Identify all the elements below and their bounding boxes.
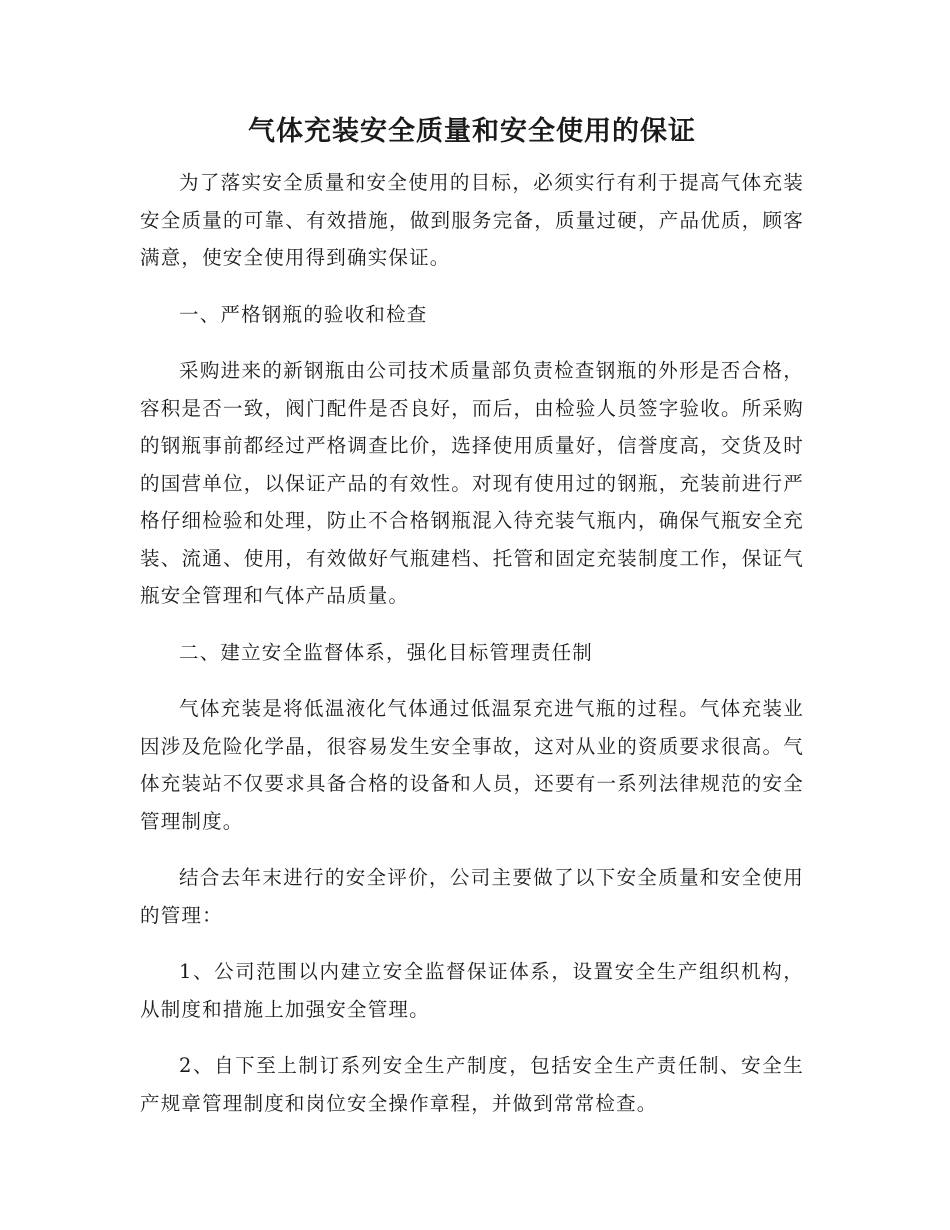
section-heading-1: 一、严格钢瓶的验收和检查 (179, 302, 428, 326)
list-item-1: 1、公司范围以内建立安全监督保证体系，设置安全生产组织机构，从制度和措施上加强安全管理。 (140, 960, 804, 1021)
document-body (140, 164, 804, 1141)
section-heading-2: 二、建立安全监督体系，强化目标管理责任制 (179, 640, 594, 664)
paragraph-cylinder-inspection: 采购进来的新钢瓶由公司技术质量部负责检查钢瓶的外形是否合格，容积是否一致，阀门配件是否良好，而后，由检验人员签字验收。所采购的钢瓶事前都经过严格调查比价，选择使用质量好，信誉度高，交货及时的国营单位，以保证产品的有效性。对现有使用过的钢瓶，充装前进行严格仔细检验和处理，防止不合格钢瓶混入待充装气瓶内，确保气瓶安全充装、流通、使用，有效做好气瓶建档、托管和固定充装制度工作，保证气瓶安全管理和气体产品质量。 (140, 359, 804, 607)
paragraph-safety-evaluation: 结合去年末进行的安全评价，公司主要做了以下安全质量和安全使用的管理： (140, 866, 804, 927)
list-item-2: 2、自下至上制订系列安全生产制度，包括安全生产责任制、安全生产规章管理制度和岗位安全操作章程，并做到常常检查。 (140, 1054, 804, 1115)
document-title: 气体充装安全质量和安全使用的保证 (248, 116, 696, 147)
paragraph-intro: 为了落实安全质量和安全使用的目标，必须实行有利于提高气体充装安全质量的可靠、有效措施，做到服务完备，质量过硬，产品优质，顾客满意，使安全使用得到确实保证。 (140, 171, 804, 269)
paragraph-gas-filling: 气体充装是将低温液化气体通过低温泵充进气瓶的过程。气体充装业因涉及危险化学晶，很容易发生安全事故，这对从业的资质要求很高。气体充装站不仅要求具备合格的设备和人员，还要有一系列法律规范的安全管理制度。 (140, 697, 804, 833)
